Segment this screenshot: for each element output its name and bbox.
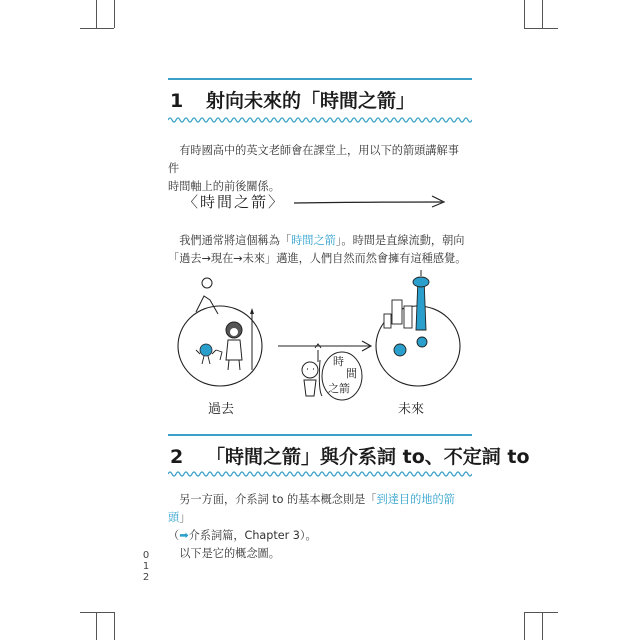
section-number: 2	[170, 446, 184, 468]
svg-text:間: 間	[346, 367, 357, 380]
past-bubble	[178, 306, 262, 386]
section-top-rule	[168, 434, 472, 436]
idea-icon	[202, 278, 212, 288]
crop-mark	[524, 612, 558, 613]
crop-mark	[524, 612, 525, 640]
paragraph-line	[168, 527, 468, 545]
page-number-text: 0 1 2	[142, 550, 150, 583]
text-run: 介系詞篇，Chapter 3）。	[188, 529, 317, 542]
paragraph-line	[168, 232, 468, 250]
crop-mark	[114, 612, 115, 640]
past-label: 過去	[208, 402, 235, 417]
text-run: 」。時間是直線流動，朝向	[335, 234, 465, 247]
section-top-rule	[168, 78, 472, 80]
crop-mark	[80, 28, 114, 29]
section-title: 「時間之箭」與介系詞 to、不定詞 to	[206, 446, 530, 468]
paragraph-line	[168, 491, 468, 527]
paragraph-line: 以下是它的概念圖。	[179, 547, 280, 560]
crop-mark	[524, 28, 558, 29]
person-icon	[302, 362, 318, 378]
building-icon	[392, 300, 402, 324]
text-run: 我們通常將這個稱為「	[179, 234, 292, 247]
paragraph-time-arrow	[168, 232, 468, 268]
arrow-right-icon: ➡	[179, 529, 189, 542]
text-run: 」	[179, 511, 191, 524]
highlight-term: 時間之箭	[291, 234, 336, 247]
svg-text:時: 時	[333, 355, 344, 368]
future-label: 未來	[398, 402, 425, 417]
wavy-rule	[168, 116, 472, 124]
page-number	[141, 550, 151, 583]
paragraph-line: 有時國高中的英文老師會在課堂上，用以下的箭頭講解事件	[168, 144, 459, 175]
paragraph-line: 時間軸上的前後關係。	[168, 180, 280, 193]
crop-mark	[542, 0, 543, 28]
crop-mark	[542, 612, 543, 640]
crop-mark	[80, 612, 114, 613]
paragraph-preposition	[168, 491, 468, 563]
highlight-term: 到達目的地的箭頭	[168, 493, 455, 524]
section-title: 射向未來的「時間之箭」	[206, 90, 416, 112]
svg-text:之箭: 之箭	[328, 382, 350, 395]
text-run: （	[168, 529, 180, 542]
crop-mark	[114, 0, 115, 28]
crop-mark	[524, 0, 525, 28]
time-arrow-icon	[292, 192, 452, 212]
crop-mark	[96, 0, 97, 28]
text-run: 另一方面，介系詞 to 的基本概念則是「	[179, 493, 377, 506]
robot-icon	[394, 344, 406, 356]
section-heading	[170, 86, 415, 113]
wavy-rule	[168, 470, 472, 478]
section-heading	[170, 442, 530, 469]
paragraph-line: 「過去→現在→未來」邁進，人們自然而然會擁有這種感覺。	[168, 252, 467, 265]
paragraph-intro	[168, 142, 468, 196]
time-arrow-label: 〈時間之箭〉	[183, 193, 286, 211]
creature-icon	[200, 344, 212, 356]
section-number: 1	[170, 90, 184, 112]
crop-mark	[96, 612, 97, 640]
